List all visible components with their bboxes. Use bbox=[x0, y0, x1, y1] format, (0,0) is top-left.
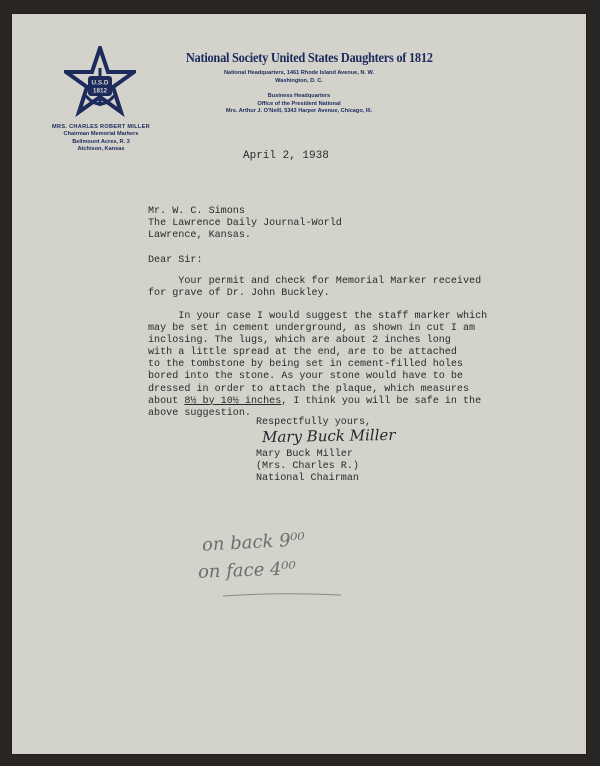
chair-city: Atchison, Kansas bbox=[77, 146, 125, 153]
text-line: may be set in cement underground, as shown in cut I am bbox=[148, 323, 476, 335]
underlined-measurement: 8½ by 10½ inches bbox=[184, 395, 282, 407]
text-line: above suggestion. bbox=[148, 407, 251, 419]
text-line: In your case I would suggest the staff marker which bbox=[148, 311, 488, 322]
recipient-address bbox=[148, 206, 342, 243]
paragraph-2 bbox=[148, 311, 487, 420]
text-segment: about bbox=[148, 395, 185, 407]
headquarters-address: National Headquarters, 1461 Rhode Island Avenue, N. W. bbox=[223, 70, 375, 76]
text-line bbox=[148, 396, 487, 408]
closing: Respectfully yours, bbox=[256, 417, 372, 428]
president-address: Mrs. Arthur J. O'Neill, 5343 Harper Avenue, Chicago, Ill. bbox=[225, 108, 373, 115]
chair-title: Chairman Memorial Markers bbox=[63, 131, 139, 138]
paragraph-1 bbox=[148, 276, 481, 300]
headquarters-city: Washington, D. C. bbox=[275, 77, 323, 84]
text-segment: , I think you will be safe in the bbox=[281, 395, 482, 407]
chair-name: MRS. CHARLES ROBERT MILLER bbox=[52, 124, 150, 130]
text-line: to the tombstone by being set in cement-filled holes bbox=[148, 359, 463, 371]
chair-address: Bellmount Acres, R. 3 bbox=[72, 138, 130, 145]
text-line: bored into the stone. As your stone would have to be bbox=[148, 371, 463, 383]
pencil-note-2: on face 4⁰⁰ bbox=[197, 558, 297, 583]
text-line: with a little spread at the end, are to be attached bbox=[148, 347, 457, 359]
business-headquarters: Business Headquarters bbox=[267, 93, 331, 100]
text-line: Your permit and check for Memorial Marker received bbox=[148, 276, 482, 287]
recipient-city: Lawrence, Kansas. bbox=[148, 230, 251, 242]
pencil-stroke bbox=[222, 592, 342, 598]
emblem-text-top: U.S.D bbox=[91, 79, 109, 87]
star-anchor-emblem-icon bbox=[64, 46, 136, 118]
emblem-text-bottom: 1812 bbox=[92, 87, 108, 95]
recipient-name: Mr. W. C. Simons bbox=[148, 206, 245, 217]
organization-name: National Society United States Daughters of 1812 bbox=[185, 50, 433, 65]
chairman-letterhead bbox=[30, 124, 172, 154]
signer-name: Mary Buck Miller bbox=[256, 449, 353, 460]
letter-date: April 2, 1938 bbox=[243, 150, 329, 162]
president-office: Office of the President National bbox=[257, 100, 341, 107]
organization-letterhead bbox=[176, 50, 433, 116]
handwritten-signature: Mary Buck Miller bbox=[261, 425, 396, 447]
text-line: dressed in order to attach the plaque, which measures bbox=[148, 383, 470, 395]
pencil-note-1: on back 9⁰⁰ bbox=[201, 529, 306, 556]
recipient-org: The Lawrence Daily Journal-World bbox=[148, 218, 342, 230]
signer-title: National Chairman bbox=[256, 473, 359, 485]
signer-alt-name: (Mrs. Charles R.) bbox=[256, 461, 359, 473]
signature-block bbox=[256, 449, 359, 486]
text-line: for grave of Dr. John Buckley. bbox=[148, 288, 330, 300]
salutation: Dear Sir: bbox=[148, 255, 203, 266]
text-line: inclosing. The lugs, which are about 2 inches long bbox=[148, 335, 451, 347]
